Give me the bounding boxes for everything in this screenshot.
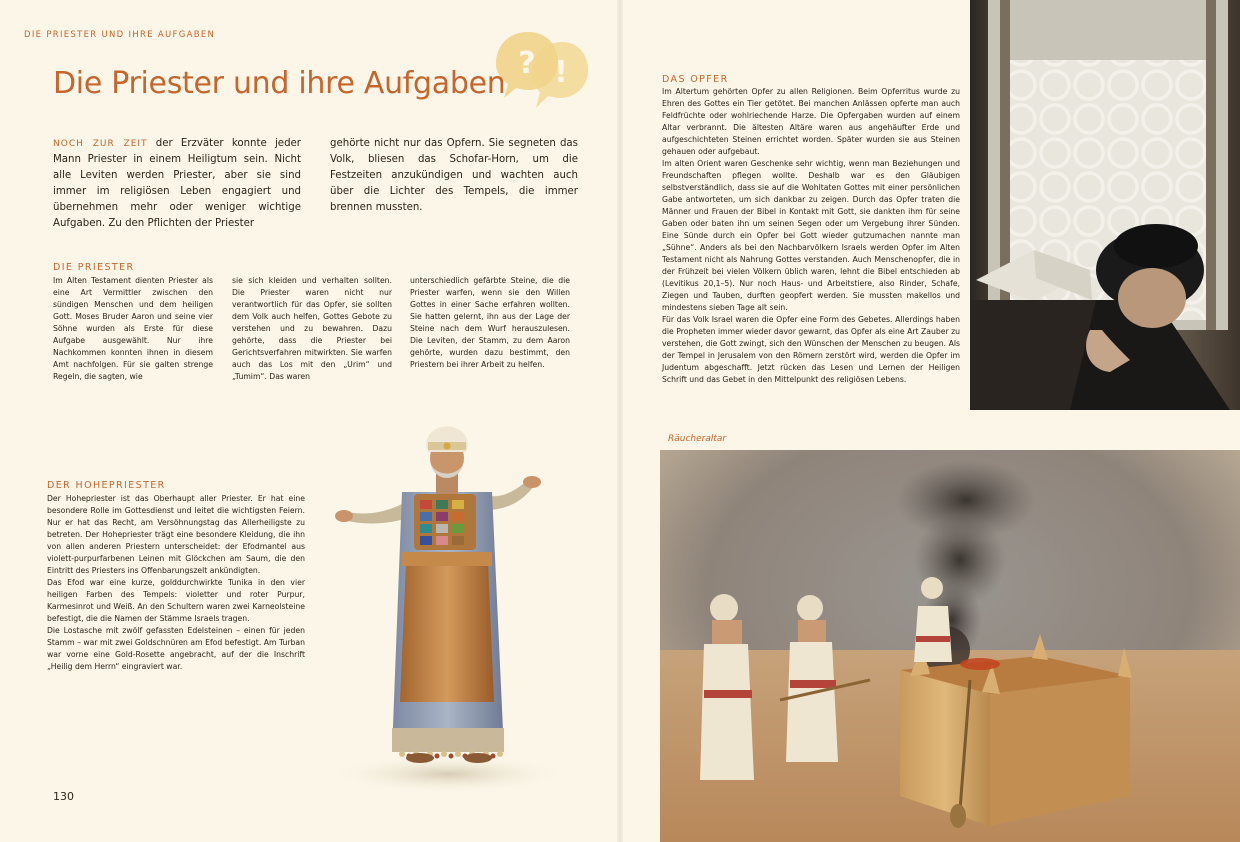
hohepriester-paragraph: Der Hohepriester ist das Oberhaupt aller Priester. Er hat eine besondere Rolle im Gottesdienst und leitet die wichtigsten Feiern. Nur er hat das Recht, am Versöhnungstag das Allerheiligste zu betreten. Der Hohepriester trägt eine besondere Kleidung, die ihn von allen anderen Priestern unterscheidet: der Efodmantel aus violett-purpurfarbenen Leinen mit Glöckchen am Saum, die den Eintritt des Priesters ins Offenbarungszelt ankündigten.	[47, 494, 305, 575]
question-mark-glyph: ?	[518, 46, 536, 81]
hohepriester-heading: DER HOHEPRIESTER	[47, 480, 166, 491]
hohepriester-paragraph: Das Efod war eine kurze, golddurchwirkte Tunika in den vier heiligen Farben des Tempels: violetter und roter Purpur, Karmesinrot und Weiß. An den Schultern waren zwei Karneolsteine befestigt, die die Namen der Stämme Israels tragen.	[47, 578, 305, 623]
incense-altar-illustration	[660, 450, 1240, 842]
hohepriester-paragraph: Die Lostasche mit zwölf gefassten Edelsteinen – einen für jeden Stamm – war mit zwei Goldschnüren am Efod befestigt. Am Turban war vorne eine Gold-Rosette angebracht, auf der die Inschrift „Heilig dem Herrn“ eingraviert war.	[47, 626, 305, 671]
exclamation-mark-glyph: !	[554, 55, 568, 90]
intro-column-2: gehörte nicht nur das Opfern. Sie segneten das Volk, bliesen das Schofar-Horn, um die Festzeiten anzukündigen und wachten auch über die Lichter des Tempels, die immer brennen mussten.	[330, 138, 578, 213]
opfer-paragraph: Für das Volk Israel waren die Opfer eine Form des Gebetes. Allerdings haben die Propheten immer wieder davor gewarnt, das Opfer als eine Art Zauber zu verstehen, die Gott zwingt, sich den Wünschen der Menschen zu beugen. Als der Tempel in Jerusalem von den Römern zerstört wird, werden die Opfer im Judentum abgeschafft. Jetzt rücken das Lesen und Lernen der Heiligen Schrift und das Gebet in den Mittelpunkt des religiösen Lebens.	[662, 315, 960, 384]
altar-caption: Räucheraltar	[668, 434, 727, 444]
high-priest-illustration	[318, 412, 618, 797]
opfer-heading: DAS OPFER	[662, 74, 729, 85]
running-head: DIE PRIESTER UND IHRE AUFGABEN	[24, 30, 216, 40]
hohepriester-text	[47, 493, 305, 673]
praying-man-photo	[970, 0, 1240, 410]
page-title: Die Priester und ihre Aufgaben	[53, 66, 506, 101]
priester-heading: DIE PRIESTER	[53, 262, 135, 273]
priester-column-2: sie sich kleiden und verhalten sollten. Die Priester waren nicht nur verantwortlich für das Opfer, sie sollten dem Volk auch helfen, Gottes Gebote zu verstehen und zu bewahren. Dazu gehörte, dass die Priester bei Gerichtsverfahren mitwirkten. Sie warfen auch das Los mit den „Urim“ und „Tumim“. Das waren	[232, 276, 392, 381]
opfer-paragraph: Im alten Orient waren Geschenke sehr wichtig, wenn man Beziehungen und Freundschaften pflegen wollte. Deshalb war es den Gläubigen selbstverständlich, dass sie auf die Wohltaten Gottes mit einer persönlichen Gabe antworteten, um sich dankbar zu zeigen. Durch das Opfer traten die Männer und Frauen der Bibel in Kontakt mit Gott, sie dankten ihm für seine Gaben oder baten ihn um seinen Segen oder um Vergebung ihrer Sünden. Eine Sünde durch ein Opfer bei Gott wieder gutzumachen nannte man „Sühne“. Anders als bei den Nachbarvölkern Israels werden Opfer im Alten Testament nicht als Nahrung Gottes verstanden. Auch Menschenopfer, die in der Frühzeit bei vielen Völkern üblich waren, lehnt die Bibel entschieden ab (Levitikus 20,1–5). Nur noch Haus- und Arbeitstiere, also Rinder, Schafe, Ziegen und Tauben, durften geopfert werden. Sie mussten makellos und mindestens sieben Tage alt sein.	[662, 159, 960, 312]
intro-lead: NOCH ZUR ZEIT	[53, 139, 148, 149]
priester-column-3: unterschiedlich gefärbte Steine, die die Priester warfen, wenn sie den Willen Gottes in einer Sache erfahren wollten. Sie hatten gelernt, ihn aus der Lage der Steine nach dem Wurf herauszulesen. Die Leviten, der Stamm, zu dem Aaron gehörte, wurden dazu bestimmt, den Priestern bei ihrer Arbeit zu helfen.	[410, 276, 570, 369]
intro-col1-text: der Erzväter konnte jeder Mann Priester in einem Heiligtum sein. Nicht alle Leviten werden Priester, aber sie sind immer im religiösen Leben engagiert und übernehmen mehr oder weniger wichtige Aufgaben. Zu den Pflichten der Priester	[53, 138, 301, 229]
intro-column-1	[53, 136, 301, 232]
opfer-text	[662, 86, 960, 386]
page-number: 130	[53, 790, 74, 803]
opfer-paragraph: Im Altertum gehörten Opfer zu allen Religionen. Beim Opferritus wurde zu Ehren des Gottes ein Tier getötet. Bei manchen Anlässen opferte man auch Feldfrüchte oder wohlriechende Harze. Die Opfergaben wurden auf einem Altar verbrannt. Die ältesten Altäre waren aus angehäufter Erde und aufgeschichteten Steinen errichtet worden. Später wurden sie aus Steinen gehauen oder aufgebaut.	[662, 87, 960, 156]
priester-column-1: Im Alten Testament dienten Priester als eine Art Vermittler zwischen den sündigen Menschen und dem heiligen Gott. Moses Bruder Aaron und seine vier Söhne wurden als Erste für diese Aufgabe ausgewählt. Nur ihre Nachkommen konnten ihnen in diesem Amt nachfolgen. Für sie galten strenge Regeln, die sagten, wie	[53, 276, 213, 381]
